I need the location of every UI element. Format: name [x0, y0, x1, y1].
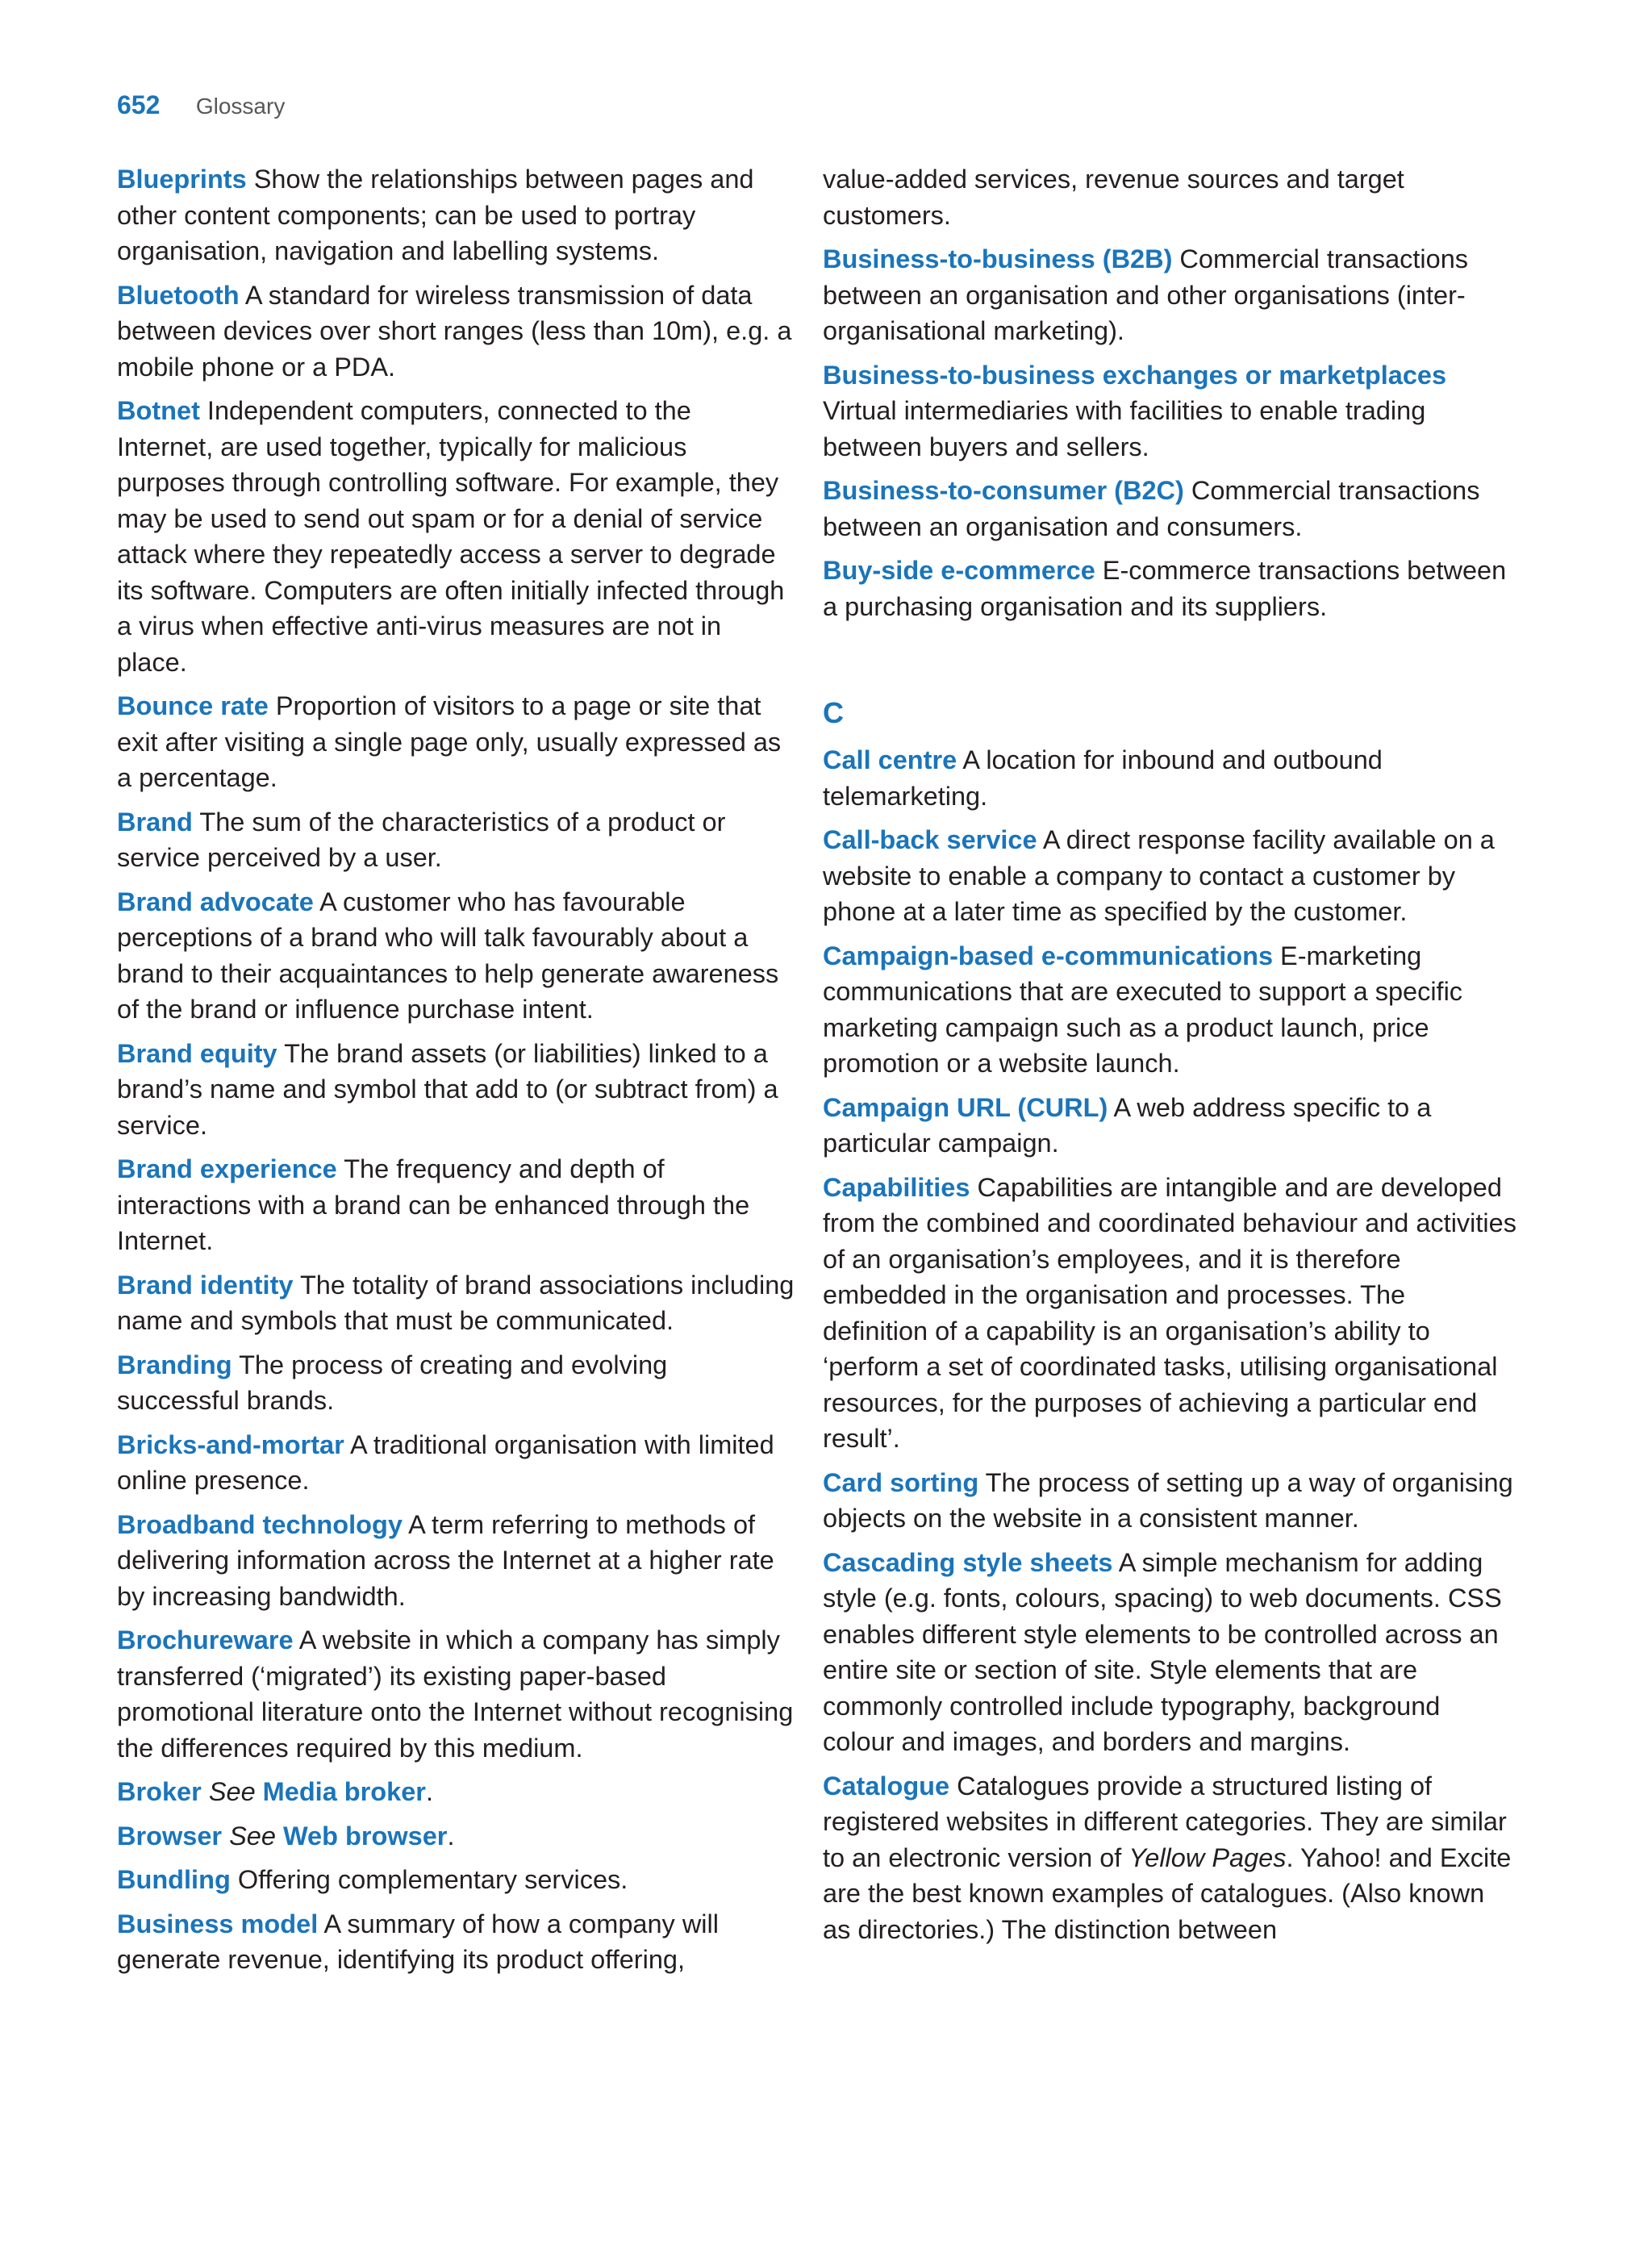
entry-definition: Commercial transactions between an organisation and other organisations (inter-organisational marketing).: [823, 244, 1469, 345]
entry-term: Bundling: [117, 1865, 231, 1894]
entry-term: Call-back service: [823, 825, 1037, 854]
entry-definition-continued: . Yahoo! and Excite are the best known examples of catalogues. (Also known as directories.) The distinction between: [823, 1842, 1512, 1944]
entry-term: Business-to-business exchanges or marketplaces: [823, 360, 1447, 390]
entry-term: Brand experience: [117, 1154, 337, 1183]
entry-term: Catalogue: [823, 1771, 950, 1801]
entry-term: Campaign URL (CURL): [823, 1092, 1108, 1122]
entry-term: Bricks-and-mortar: [117, 1429, 344, 1459]
entry-term: Brand equity: [117, 1038, 277, 1068]
glossary-entry: [117, 1507, 795, 1615]
entry-definition: A location for inbound and outbound telemarketing.: [823, 745, 1383, 811]
entry-definition: A summary of how a company will generate revenue, identifying its product offering,: [117, 1909, 719, 1974]
entry-term: Browser: [117, 1821, 223, 1851]
entry-punctuation: .: [447, 1821, 455, 1851]
entry-term: Brand: [117, 807, 193, 837]
see-label: See: [229, 1821, 276, 1851]
glossary-entry: [823, 742, 1516, 814]
see-label: See: [208, 1777, 256, 1806]
glossary-entry: [823, 553, 1516, 624]
entry-definition: The frequency and depth of interactions with a brand can be enhanced through the Internet.: [117, 1154, 750, 1255]
entry-definition: Independent computers, connected to the Internet, are used together, typically for malicious purposes through controlling software. For example, they may be used to send out spam or for a denial of service attack where they repeatedly access a server to degrade its software. Computers are often initially infected through a virus when effective anti-virus measures are not in place.: [117, 396, 785, 677]
entry-term: Broker: [117, 1777, 202, 1806]
entry-term: Branding: [117, 1350, 232, 1379]
entry-term: Buy-side e-commerce: [823, 556, 1095, 585]
page-header: [117, 90, 285, 120]
entry-term: Botnet: [117, 396, 200, 425]
cross-reference-link[interactable]: Web browser: [282, 1821, 448, 1851]
right-column: [823, 161, 1516, 1955]
glossary-entry: [117, 1347, 795, 1419]
entry-definition: Virtual intermediaries with facilities to enable trading between buyers and sellers.: [823, 396, 1426, 461]
glossary-entry: [117, 804, 795, 876]
entry-term: Business model: [117, 1909, 319, 1938]
glossary-entry: [117, 277, 795, 386]
entry-definition: Show the relationships between pages and other content components; can be used to portray organisation, navigation and labelling systems.: [117, 165, 754, 265]
entry-definition: A direct response facility available on a website to enable a company to contact a customer by phone at a later time as specified by the customer.: [823, 825, 1495, 926]
entry-term: Brochureware: [117, 1625, 294, 1655]
glossary-entry: [823, 938, 1516, 1082]
glossary-entry: [823, 1465, 1516, 1537]
entry-definition: Commercial transactions between an organisation and consumers.: [823, 476, 1480, 541]
glossary-entry: [823, 1090, 1516, 1162]
glossary-entry: [823, 241, 1516, 349]
entry-definition: A term referring to methods of delivering information across the Internet at a higher rate by increasing bandwidth.: [117, 1509, 774, 1611]
entry-term: Card sorting: [823, 1467, 979, 1497]
entry-definition: Capabilities are intangible and are developed from the combined and coordinated behaviour and activities of an organisation’s employees, and it is therefore embedded in the organisation and processes. The definition of a capability is an organisation’s ability to ‘perform a set of coordinated tasks, utilising organisational resources, for the purposes of achieving a particular end result’.: [823, 1172, 1516, 1453]
glossary-entry: [823, 357, 1516, 465]
entry-term: Blueprints: [117, 165, 247, 194]
glossary-entry: [823, 822, 1516, 930]
glossary-see-entry: [117, 1818, 795, 1855]
glossary-entry: [117, 393, 795, 680]
entry-term: Cascading style sheets: [823, 1547, 1113, 1577]
entry-term: Broadband technology: [117, 1509, 403, 1539]
glossary-entry: [117, 688, 795, 796]
entry-term: Brand identity: [117, 1270, 294, 1300]
entry-definition: A customer who has favourable perceptions of a brand who will talk favourably about a brand to their acquaintances to help generate awareness of the brand or influence purchase intent.: [117, 887, 779, 1024]
entry-definition: Catalogues provide a structured listing of registered websites in different categories. They are similar to an electronic version of: [823, 1771, 1507, 1872]
entry-definition: The sum of the characteristics of a product or service perceived by a user.: [117, 807, 726, 872]
glossary-entry: [117, 1862, 795, 1898]
entry-definition: Offering complementary services.: [230, 1865, 628, 1894]
entry-punctuation: .: [425, 1777, 433, 1806]
glossary-entry: [823, 1545, 1516, 1760]
entry-definition: E-commerce transactions between a purchasing organisation and its suppliers.: [823, 556, 1507, 621]
glossary-entry: [117, 1036, 795, 1144]
entry-definition: E-marketing communications that are executed to support a specific marketing campaign such as a product launch, price promotion or a website launch.: [823, 941, 1463, 1078]
glossary-entry: [117, 884, 795, 1028]
glossary-entry: [823, 473, 1516, 545]
entry-definition: The totality of brand associations including name and symbols that must be communicated.: [117, 1270, 795, 1335]
glossary-entry: [117, 1427, 795, 1499]
glossary-see-entry: [117, 1774, 795, 1810]
section-heading-c: C: [823, 696, 844, 729]
entry-definition: The process of creating and evolving successful brands.: [117, 1350, 668, 1415]
entry-italic-title: Yellow Pages: [1128, 1842, 1287, 1872]
entry-definition: A web address specific to a particular campaign.: [823, 1092, 1432, 1158]
glossary-entry: [117, 161, 795, 269]
entry-term: Bluetooth: [117, 280, 240, 310]
glossary-entry: [823, 1768, 1516, 1948]
entry-definition: A website in which a company has simply transferred (‘migrated’) its existing paper-based promotional literature onto the Internet without recognising the differences required by this medium.: [117, 1625, 794, 1763]
cross-reference-link[interactable]: Media broker: [262, 1777, 426, 1806]
glossary-entry: [823, 1170, 1516, 1457]
entry-term: Capabilities: [823, 1172, 970, 1202]
entry-definition: The brand assets (or liabilities) linked to a brand’s name and symbol that add to (or subtract from) a service.: [117, 1038, 778, 1140]
running-title: Glossary: [195, 94, 286, 119]
glossary-entry: [117, 1267, 795, 1339]
left-column: [117, 161, 795, 1986]
entry-definition: Proportion of visitors to a page or site that exit after visiting a single page only, usually expressed as a percentage.: [117, 691, 782, 792]
entry-definition: A standard for wireless transmission of data between devices over short ranges (less than 10m), e.g. a mobile phone or a PDA.: [117, 280, 792, 382]
entry-term: Call centre: [823, 745, 957, 774]
entry-term: Business-to-business (B2B): [823, 244, 1173, 273]
glossary-entry: [117, 1906, 795, 1978]
entry-definition: A simple mechanism for adding style (e.g. fonts, colours, spacing) to web documents. CSS enables different style elements to be controlled across an entire site or section of site. Style elements that are commonly controlled include typography, background colour and images, and borders and margins.: [823, 1547, 1502, 1756]
glossary-entry: [117, 1151, 795, 1259]
entry-term: Business-to-consumer (B2C): [823, 476, 1184, 505]
entry-continuation: value-added services, revenue sources and target customers.: [823, 165, 1404, 230]
glossary-entry: [117, 1622, 795, 1766]
entry-term: Bounce rate: [117, 691, 269, 720]
entry-definition: The process of setting up a way of organising objects on the website in a consistent manner.: [823, 1467, 1513, 1533]
entry-definition: A traditional organisation with limited online presence.: [117, 1429, 774, 1495]
page-number: 652: [117, 90, 161, 119]
entry-term: Campaign-based e-communications: [823, 941, 1274, 970]
entry-term: Brand advocate: [117, 887, 314, 916]
